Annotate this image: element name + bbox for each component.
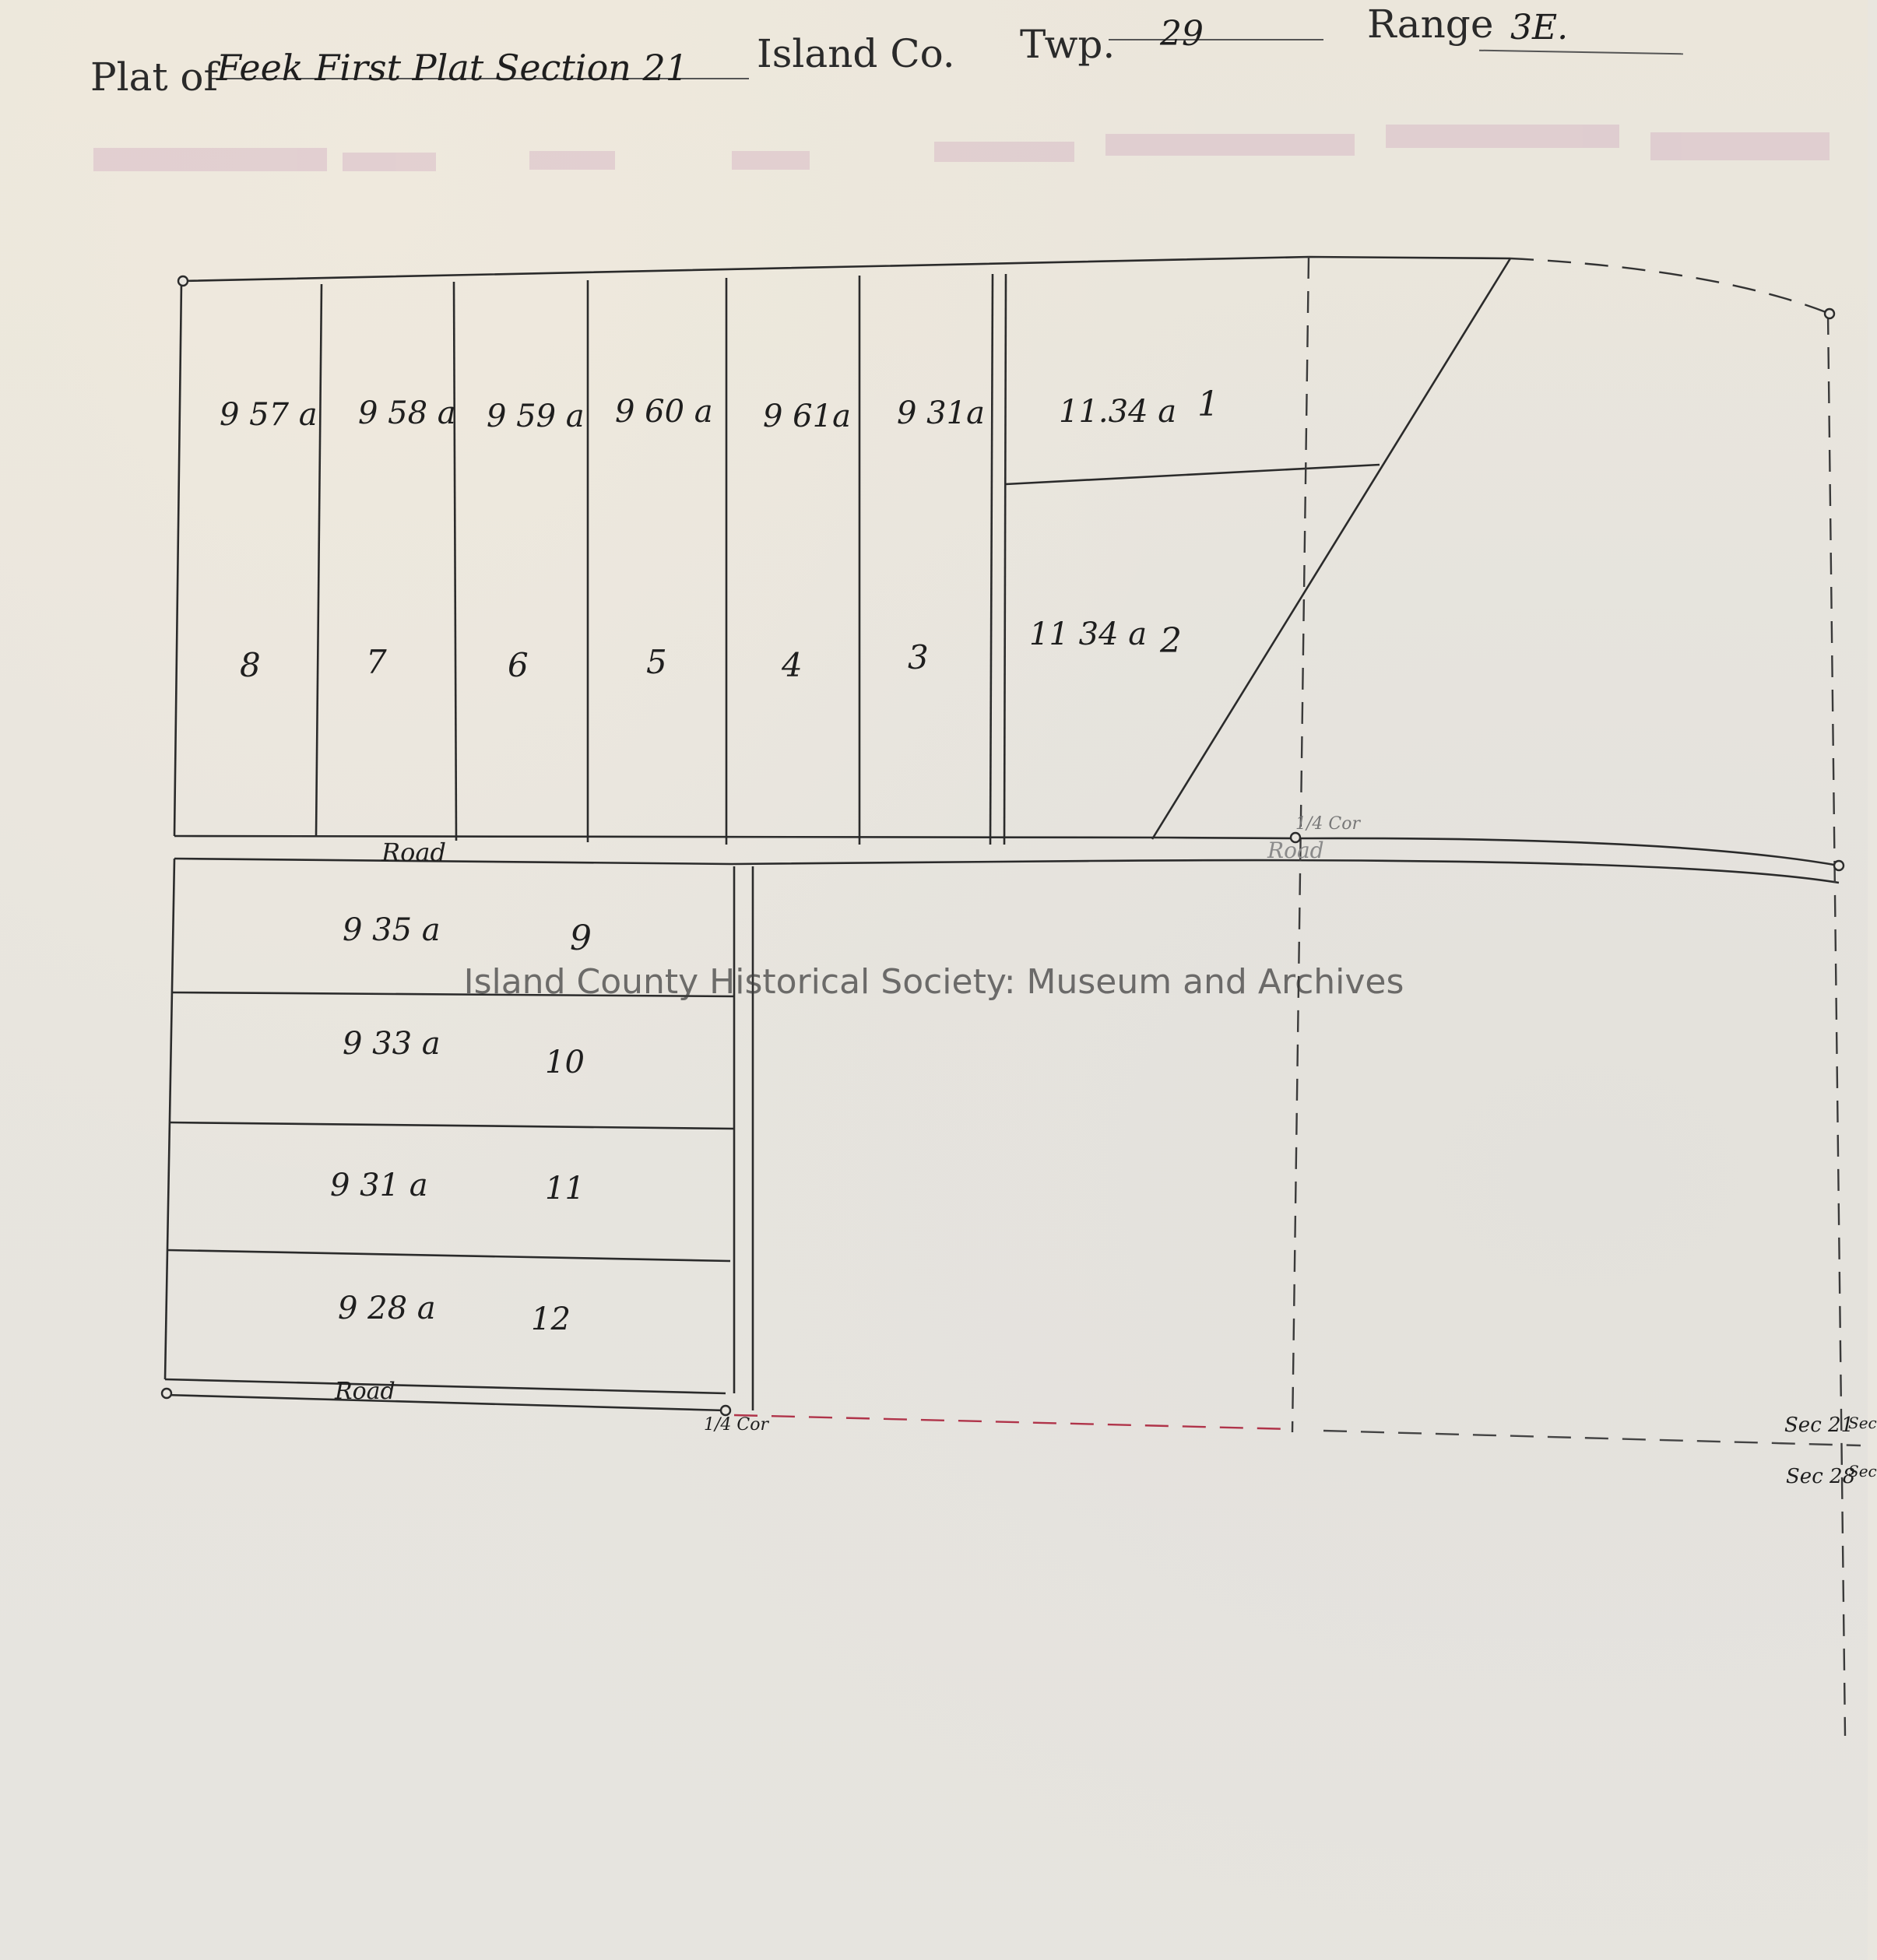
section-edge-label-top: Sec [1848, 1414, 1877, 1432]
lot-divider-1-2 [1006, 465, 1380, 484]
lot-divider-3-road-a [990, 274, 993, 845]
archive-watermark: Island County Historical Society: Museum and Archives [463, 962, 1404, 1002]
south-road-north-edge [165, 1379, 726, 1393]
lot-divider-10-11 [170, 1122, 734, 1129]
road-label-north: Road [381, 838, 446, 867]
lot-10-number: 10 [545, 1045, 585, 1080]
lot-6-acreage: 9 59 a [487, 399, 585, 434]
lot-7-acreage: 9 58 a [358, 395, 456, 431]
lot-12-acreage: 9 28 a [338, 1291, 436, 1326]
lot-2-number: 2 [1160, 621, 1182, 661]
lot-5-number: 5 [646, 643, 667, 681]
lot-2-acreage: 11 34 a [1029, 616, 1148, 652]
corner-ne [1825, 309, 1834, 318]
lot-8-acreage: 9 57 a [220, 397, 318, 433]
twp-value: 29 [1160, 14, 1204, 54]
section-21-label: Sec 21 [1784, 1414, 1854, 1437]
lot-3-number: 3 [908, 638, 929, 676]
corner-nw [178, 276, 188, 286]
county-label: Island Co. [757, 31, 955, 76]
diagonal-boundary [1152, 258, 1510, 839]
section-line-south-west [734, 1415, 1292, 1429]
section-edge-label-bottom: Sec [1848, 1462, 1877, 1481]
lot-9-number: 9 [570, 919, 592, 958]
lot-3-acreage: 9 31a [897, 395, 985, 431]
quarter-corner-label-road: 1/4 Cor [1295, 814, 1360, 834]
north-boundary [181, 257, 1510, 281]
lot-9-acreage: 9 35 a [343, 912, 441, 948]
faded-ledger-strip [93, 125, 1830, 171]
section-28-label: Sec 28 [1786, 1465, 1856, 1488]
lot-8-number: 8 [240, 646, 261, 684]
north-curve-dashed [1510, 258, 1828, 313]
lot-4-number: 4 [782, 646, 803, 684]
lot-11-number: 11 [545, 1171, 585, 1207]
range-value: 3E. [1510, 8, 1569, 47]
lot-6-number: 6 [508, 646, 529, 684]
lot-7-number: 7 [366, 643, 387, 681]
lot-12-number: 12 [531, 1301, 571, 1337]
road-label-north-faint: Road [1267, 838, 1324, 863]
lot-divider-8-7 [316, 284, 322, 837]
corner-quarter-south [721, 1406, 730, 1415]
section-line-south-east [1323, 1431, 1861, 1445]
range-label: Range [1367, 2, 1494, 47]
lot-divider-7-6 [454, 282, 456, 841]
corner-east-road [1834, 861, 1844, 870]
section-line-east [1828, 313, 1845, 1736]
plat-of-label: Plat of [90, 54, 219, 100]
quarter-corner-label-south: 1/4 Cor [704, 1415, 768, 1435]
south-road-south-edge [165, 1395, 726, 1410]
lot-4-acreage: 9 61a [763, 399, 851, 434]
twp-label: Twp. [1020, 22, 1116, 67]
lot-divider-11-12 [168, 1250, 730, 1261]
lot-10-acreage: 9 33 a [343, 1026, 441, 1062]
lot-1-number: 1 [1197, 385, 1219, 424]
west-boundary-upper [174, 281, 181, 836]
plat-name: Feek First Plat Section 21 [216, 47, 689, 89]
lot-11-acreage: 9 31 a [330, 1168, 428, 1203]
lot-5-acreage: 9 60 a [615, 394, 713, 430]
lot-1-acreage: 11.34 a [1059, 394, 1177, 430]
west-boundary-lower [165, 859, 174, 1379]
corner-sw [162, 1389, 171, 1398]
road-label-south: Road [335, 1378, 395, 1405]
lot-divider-3-road-b [1004, 274, 1006, 845]
